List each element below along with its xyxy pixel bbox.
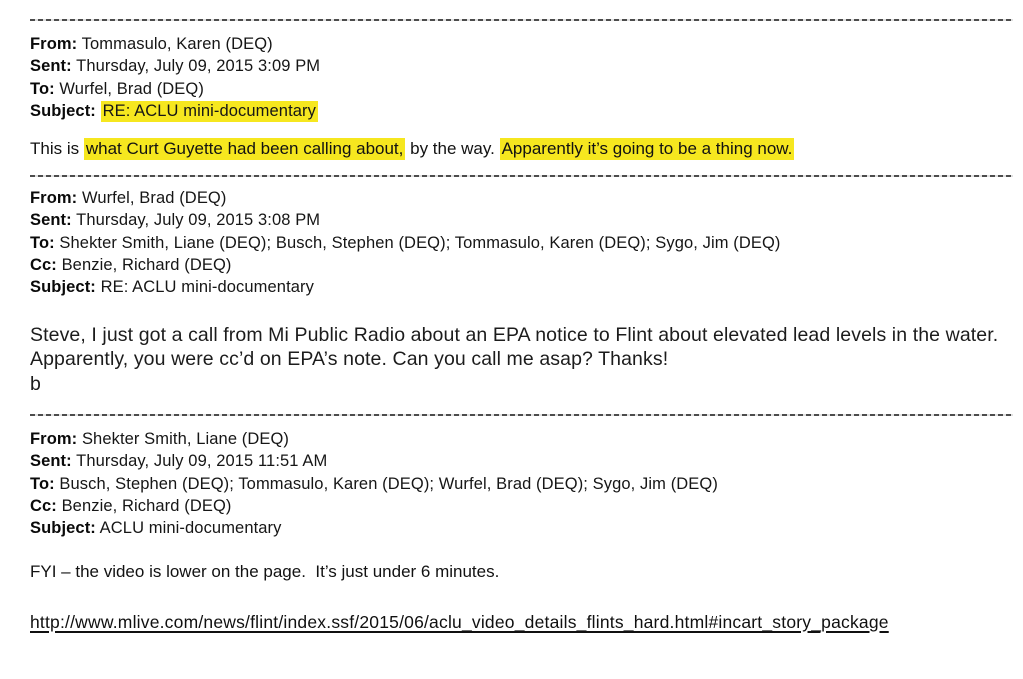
header-field-to — [30, 473, 1015, 495]
email-message-2 — [30, 187, 1015, 396]
header-label: Cc: — [30, 256, 57, 275]
email-body — [30, 323, 1015, 397]
header-field-sent — [30, 450, 1015, 472]
body-line: Steve, I just got a call from Mi Public Radio about an EPA notice to Flint about elevated lead levels in the water. Apparently, you were cc’d on EPA’s note. Can you call me asap? Thanks! — [30, 323, 1003, 371]
header-field-cc — [30, 254, 1015, 276]
header-value: Benzie, Richard (DEQ) — [61, 256, 232, 275]
scan-separator — [30, 175, 1013, 177]
header-field-to — [30, 78, 1015, 100]
header-label: Sent: — [30, 452, 72, 471]
header-value-highlighted: RE: ACLU mini-documentary — [102, 101, 316, 120]
header-value: Wurfel, Brad (DEQ) — [59, 79, 204, 98]
scan-separator — [30, 19, 1013, 21]
header-value: Wurfel, Brad (DEQ) — [81, 189, 227, 208]
header-label: To: — [30, 233, 55, 252]
highlighted-text: Apparently it’s going to be a thing now. — [501, 139, 793, 159]
header-value: RE: ACLU mini-documentary — [100, 278, 314, 297]
header-label: Sent: — [30, 211, 72, 230]
article-link[interactable]: http://www.mlive.com/news/flint/index.ssf/2015/06/aclu_video_details_flints_hard.html#incart_story_package — [30, 611, 889, 632]
highlighted-text: what Curt Guyette had been calling about, — [85, 139, 404, 159]
header-value: Shekter Smith, Liane (DEQ); Busch, Stephen (DEQ); Tommasulo, Karen (DEQ); Sygo, Jim (DEQ) — [59, 233, 781, 252]
email-body — [30, 561, 1015, 583]
email-body — [30, 138, 1015, 160]
header-label: Subject: — [30, 519, 96, 538]
header-label: To: — [30, 474, 55, 493]
header-label: Sent: — [30, 57, 72, 76]
header-label: From: — [30, 35, 78, 53]
body-text: This is — [30, 139, 84, 159]
scan-separator — [30, 414, 1013, 416]
header-label: Cc: — [30, 497, 57, 516]
header-value: Shekter Smith, Liane (DEQ) — [81, 430, 290, 449]
header-value: Busch, Stephen (DEQ); Tommasulo, Karen (DEQ); Wurfel, Brad (DEQ); Sygo, Jim (DEQ) — [59, 474, 718, 493]
header-field-from — [30, 428, 1015, 450]
body-line: b — [30, 372, 41, 395]
email-headers — [30, 428, 1015, 539]
header-label: Subject: — [30, 101, 96, 120]
email-headers — [30, 187, 1015, 298]
header-field-to — [30, 232, 1015, 254]
header-field-subject — [30, 276, 1015, 298]
email-headers — [30, 33, 1015, 122]
header-field-from — [30, 33, 1015, 55]
email-message-1 — [30, 33, 1015, 160]
header-label: To: — [30, 79, 55, 98]
header-label: Subject: — [30, 278, 96, 297]
header-field-subject — [30, 100, 1015, 122]
header-field-sent — [30, 209, 1015, 231]
header-value: Benzie, Richard (DEQ) — [61, 497, 232, 516]
body-text: by the way. — [405, 139, 500, 159]
header-value: ACLU mini-documentary — [99, 519, 282, 538]
header-label: From: — [30, 189, 78, 208]
header-value: Thursday, July 09, 2015 11:51 AM — [76, 452, 328, 471]
header-label: From: — [30, 430, 78, 449]
header-value: Thursday, July 09, 2015 3:08 PM — [76, 211, 321, 230]
header-field-cc — [30, 495, 1015, 517]
header-field-subject — [30, 517, 1015, 539]
header-field-from — [30, 187, 1015, 209]
header-field-sent — [30, 55, 1015, 77]
link-line — [30, 612, 1015, 633]
header-value: Tommasulo, Karen (DEQ) — [81, 35, 273, 53]
body-line: FYI – the video is lower on the page. It’s just under 6 minutes. — [30, 561, 500, 581]
header-value: Thursday, July 09, 2015 3:09 PM — [76, 57, 321, 76]
email-message-3 — [30, 428, 1015, 632]
